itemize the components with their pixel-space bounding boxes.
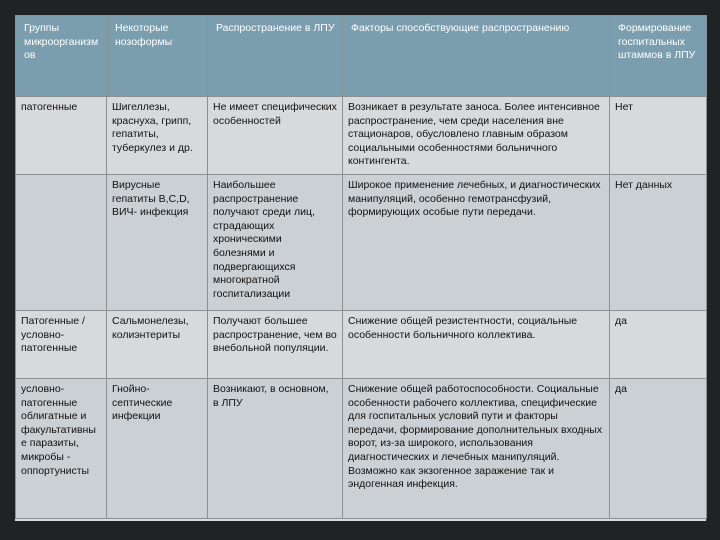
nosocomial-infections-table [15,15,707,519]
cell-factors: Возникает в результате заноса. Более интенсивное распространение, чем среди населения вне стационаров, обусловлено главным образом социальными особенностями больничного контингента. [343,97,610,175]
cell-nosoforms: Шигеллезы, краснуха, грипп, гепатиты, туберкулез и др. [107,97,208,175]
slide-frame [15,15,706,521]
header-row [16,16,707,97]
cell-group [16,175,107,311]
cell-factors: Снижение общей работоспособности. Социальные особенности рабочего коллектива, специфические для госпитальных условий пути и факторы передачи, формирование дополнительных входных ворот, из-за широкого, использования диагностических и лечебных манипуляций. Возможно как экзогенное заражение так и эндогенная инфекция. [343,379,610,519]
header-nosoforms: Некоторые нозоформы [107,16,208,97]
header-strains: Формирование госпитальных штаммов в ЛПУ [610,16,707,97]
table-row [16,311,707,379]
cell-group: условно-патогенные облигатные и факультативные паразиты, микробы - оппортунисты [16,379,107,519]
cell-spread: Возникают, в основном, в ЛПУ [208,379,343,519]
header-spread: Распространение в ЛПУ [208,16,343,97]
cell-factors: Снижение общей резистентности, социальные особенности больничного коллектива. [343,311,610,379]
header-factors: Факторы способствующие распространению [343,16,610,97]
cell-strains: да [610,379,707,519]
cell-group: патогенные [16,97,107,175]
cell-nosoforms: Гнойно-септические инфекции [107,379,208,519]
table-row [16,97,707,175]
cell-spread: Наибольшее распространение получают среди лиц, страдающих хроническими болезнями и подвергающихся многократной госпитализации [208,175,343,311]
cell-strains: Нет данных [610,175,707,311]
cell-factors: Широкое применение лечебных, и диагностических манипуляций, особенно гемотрансфузий, формирующих особые пути передачи. [343,175,610,311]
table-row [16,175,707,311]
header-groups: Группы микроорганизмов [16,16,107,97]
cell-spread: Не имеет специфических особенностей [208,97,343,175]
cell-nosoforms: Сальмонелезы, колиэнтериты [107,311,208,379]
cell-strains: да [610,311,707,379]
table-row [16,379,707,519]
cell-strains: Нет [610,97,707,175]
cell-spread: Получают большее распространение, чем во внебольной популяции. [208,311,343,379]
cell-nosoforms: Вирусные гепатиты В,С,D, ВИЧ- инфекция [107,175,208,311]
cell-group: Патогенные / условно-патогенные [16,311,107,379]
